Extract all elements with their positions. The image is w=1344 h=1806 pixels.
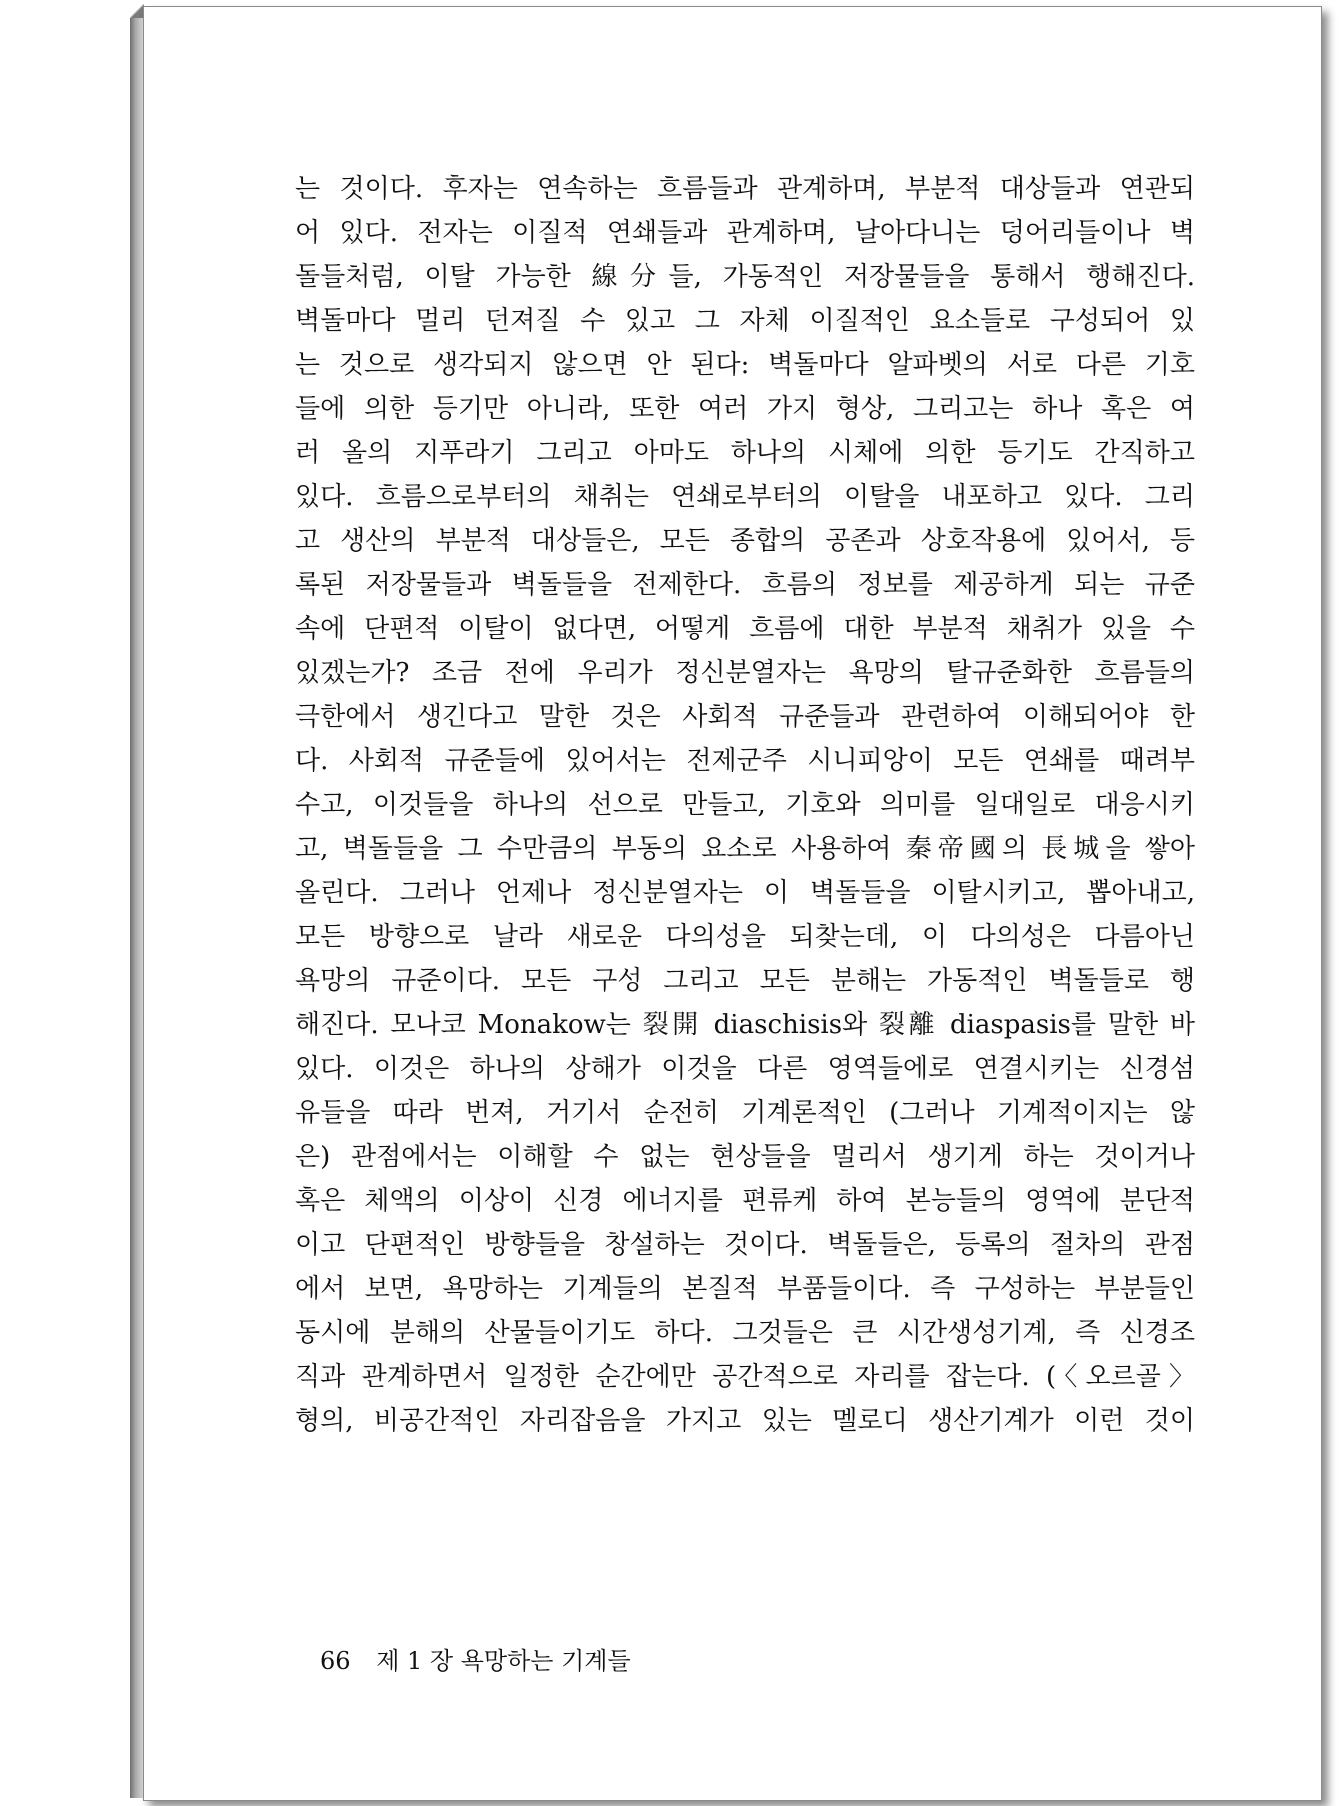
text-line: 벽돌마다 멀리 던져질 수 있고 그 자체 이질적인 요소들로 구성되어 있 xyxy=(295,306,1195,336)
text-line: 극한에서 생긴다고 말한 것은 사회적 규준들과 관련하여 이해되어야 한 xyxy=(295,702,1195,732)
text-line: 고 생산의 부분적 대상들은, 모든 종합의 공존과 상호작용에 있어서, 등 xyxy=(295,526,1195,556)
text-line: 록된 저장물들과 벽돌들을 전제한다. 흐름의 정보를 제공하게 되는 규준 xyxy=(295,570,1195,600)
text-line: 러 올의 지푸라기 그리고 아마도 하나의 시체에 의한 등기도 간직하고 xyxy=(295,438,1195,468)
text-line: 직과 관계하면서 일정한 순간에만 공간적으로 자리를 잡는다. (〈오르골〉 xyxy=(295,1362,1195,1392)
text-line: 유들을 따라 번져, 거기서 순전히 기계론적인 (그러나 기계적이지는 않 xyxy=(295,1098,1195,1128)
text-line: 어 있다. 전자는 이질적 연쇄들과 관계하며, 날아다니는 덩어리들이나 벽 xyxy=(295,218,1195,248)
page-number: 66 xyxy=(320,1647,351,1675)
book-page xyxy=(143,6,1322,1801)
text-line: 다. 사회적 규준들에 있어서는 전제군주 시니피앙이 모든 연쇄를 때려부 xyxy=(295,746,1195,776)
text-line: 해진다. 모나코 Monakow는 裂開 diaschisis와 裂離 diaspasis를 말한 바 xyxy=(295,1010,1195,1040)
text-line: 에서 보면, 욕망하는 기계들의 본질적 부품들이다. 즉 구성하는 부분들인 xyxy=(295,1274,1195,1304)
running-chapter-title: 제 1 장 욕망하는 기계들 xyxy=(376,1647,631,1675)
text-line: 있겠는가? 조금 전에 우리가 정신분열자는 욕망의 탈규준화한 흐름들의 xyxy=(295,658,1195,688)
text-line: 동시에 분해의 산물들이기도 하다. 그것들은 큰 시간생성기계, 즉 신경조 xyxy=(295,1318,1195,1348)
text-line: 모든 방향으로 날라 새로운 다의성을 되찾는데, 이 다의성은 다름아닌 xyxy=(295,922,1195,952)
text-line: 있다. 이것은 하나의 상해가 이것을 다른 영역들에로 연결시키는 신경섬 xyxy=(295,1054,1195,1084)
text-line: 속에 단편적 이탈이 없다면, 어떻게 흐름에 대한 부분적 채취가 있을 수 xyxy=(295,614,1195,644)
text-line: 수고, 이것들을 하나의 선으로 만들고, 기호와 의미를 일대일로 대응시키 xyxy=(295,790,1195,820)
text-line: 은) 관점에서는 이해할 수 없는 현상들을 멀리서 생기게 하는 것이거나 xyxy=(295,1142,1195,1172)
text-line: 들에 의한 등기만 아니라, 또한 여러 가지 형상, 그리고는 하나 혹은 여 xyxy=(295,394,1195,424)
text-line: 혹은 체액의 이상이 신경 에너지를 편류케 하여 본능들의 영역에 분단적 xyxy=(295,1186,1195,1216)
text-line: 돌들처럼, 이탈 가능한 線分들, 가동적인 저장물들을 통해서 행해진다. xyxy=(295,262,1195,292)
text-line: 욕망의 규준이다. 모든 구성 그리고 모든 분해는 가동적인 벽돌들로 행 xyxy=(295,966,1195,996)
body-text xyxy=(295,167,1195,1443)
page-corner-fold xyxy=(130,4,144,18)
page-footer xyxy=(320,1641,631,1676)
text-line: 있다. 흐름으로부터의 채취는 연쇄로부터의 이탈을 내포하고 있다. 그리 xyxy=(295,482,1195,512)
text-line: 올린다. 그러나 언제나 정신분열자는 이 벽돌들을 이탈시키고, 뽑아내고, xyxy=(295,878,1195,908)
text-line: 형의, 비공간적인 자리잡음을 가지고 있는 멜로디 생산기계가 이런 것이 xyxy=(295,1406,1195,1436)
text-line: 이고 단편적인 방향들을 창설하는 것이다. 벽돌들은, 등록의 절차의 관점 xyxy=(295,1230,1195,1260)
text-line: 고, 벽돌들을 그 수만큼의 부동의 요소로 사용하여 秦帝國의 長城을 쌓아 xyxy=(295,834,1195,864)
book-page-stack-edge xyxy=(130,8,144,1798)
text-line: 는 것이다. 후자는 연속하는 흐름들과 관계하며, 부분적 대상들과 연관되 xyxy=(295,174,1195,204)
text-line: 는 것으로 생각되지 않으면 안 된다: 벽돌마다 알파벳의 서로 다른 기호 xyxy=(295,350,1195,380)
